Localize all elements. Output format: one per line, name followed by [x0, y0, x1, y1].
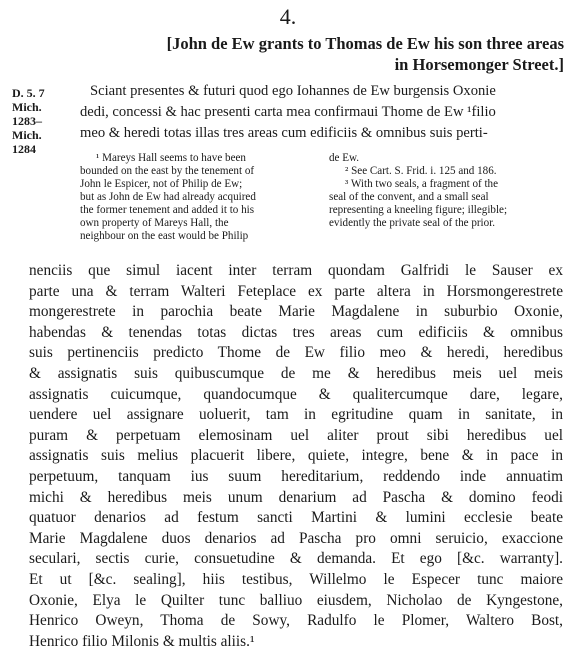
- body-text-line: parte una & terram Walteri Feteplace ex parte altera in Horsmongerestrete: [29, 282, 563, 300]
- body-text-line: Henrico Oweyn, Thoma de Sowy, Radulfo le Plomer, Waltero Bost,: [29, 612, 563, 630]
- body-text-line: & assignatis suis quibuscumque de me & heredibus meis uel meis: [29, 365, 563, 382]
- footnote-line: John le Espicer, not of Philip de Ew;: [80, 178, 243, 190]
- footnote-line: ¹ Mareys Hall seems to have been: [96, 152, 246, 164]
- margin-date-line: Mich.: [12, 100, 42, 114]
- body-text-line: Oxonie, Elya le Quilter tunc balliuo eiusdem, Nicholao de Kyngestone,: [29, 591, 563, 609]
- body-text-line: michi & heredibus meis unum denarium ad Pascha & domino feodi: [29, 488, 563, 506]
- page-number: 4.: [279, 4, 297, 29]
- body-text-line: habendas & tenendas totas dictas tres areas cum edificiis & omnibus: [29, 323, 563, 341]
- body-text-line: mongerestrete in parochia beate Marie Magdalene in suburbio Oxonie,: [29, 303, 563, 321]
- body-text-line: suis pertinenciis predicto Thome de Ew filio meo & heredi, heredibus: [29, 344, 563, 362]
- footnote-line: ² See Cart. S. Frid. i. 125 and 186.: [345, 165, 497, 177]
- body-text-line: Et ut [&c. sealing], hiis testibus, Willelmo le Especer tunc maiore: [29, 571, 563, 588]
- margin-reference: D. 5. 7: [12, 86, 45, 100]
- body-text-line: puram & perpetuam elemosinam uel aliter prout sibi heredibus uel: [29, 426, 563, 444]
- margin-date-line: 1283–: [12, 114, 42, 128]
- body-text-line: uendere uel assignare uoluerit, tam in egritudine quam in sanitate, in: [29, 406, 563, 424]
- margin-date-line: Mich.: [12, 128, 42, 142]
- footnote-line: seal of the convent, and a small seal: [329, 191, 489, 203]
- document-title-line-1: [John de Ew grants to Thomas de Ew his son three areas: [166, 34, 564, 53]
- footnote-line: representing a kneeling figure; illegible;: [329, 204, 508, 216]
- body-text-line: nenciis que simul iacent inter terram quondam Galfridi le Sauser ex: [29, 262, 563, 279]
- text-line: meo & heredi totas illas tres areas cum edificiis & omnibus suis perti-: [80, 125, 488, 141]
- footnote-line: the former tenement and added it to his: [80, 204, 255, 216]
- text-line: Sciant presentes & futuri quod ego Iohannes de Ew burgensis Oxonie: [90, 83, 496, 99]
- body-text-line: assignatis cuicumque, quandocumque & qualitercumque dare, legare,: [29, 385, 563, 403]
- footnote-line: but as John de Ew had already acquired: [80, 191, 256, 203]
- document-title-line-2: in Horsemonger Street.]: [394, 55, 564, 74]
- footnote-line: evidently the private seal of the prior.: [329, 217, 496, 229]
- footnote-line: ³ With two seals, a fragment of the: [345, 178, 499, 190]
- margin-date-line: 1284: [12, 142, 36, 156]
- body-text-line: assignatis suis melius placuerit libere, quiete, integre, bene & in pace in: [29, 447, 563, 465]
- footnote-line: bounded on the east by the tenement of: [80, 165, 255, 177]
- body-text-line: Marie Magdalene duos denarios ad Pascha pro omni seruicio, exaccione: [29, 529, 563, 547]
- footnote-line: de Ew.: [329, 152, 360, 164]
- body-text-line: perpetuum, tanquam ius suum hereditarium, reddendo inde annuatim: [29, 468, 563, 485]
- text-line: dedi, concessi & hac presenti carta mea confirmaui Thome de Ew ¹filio: [80, 104, 496, 120]
- body-text-line: quatuor denarios ad festum sancti Martini & lumini ecclesie beate: [29, 509, 563, 527]
- body-text-line: seculari, sectis curie, consuetudine & demanda. Et ego [&c. warranty].: [29, 550, 563, 568]
- footnote-line: own property of Mareys Hall, the: [80, 217, 229, 229]
- body-text-line: Henrico filio Milonis & multis aliis.¹: [29, 632, 255, 650]
- footnote-line: neighbour on the east would be Philip: [80, 230, 249, 242]
